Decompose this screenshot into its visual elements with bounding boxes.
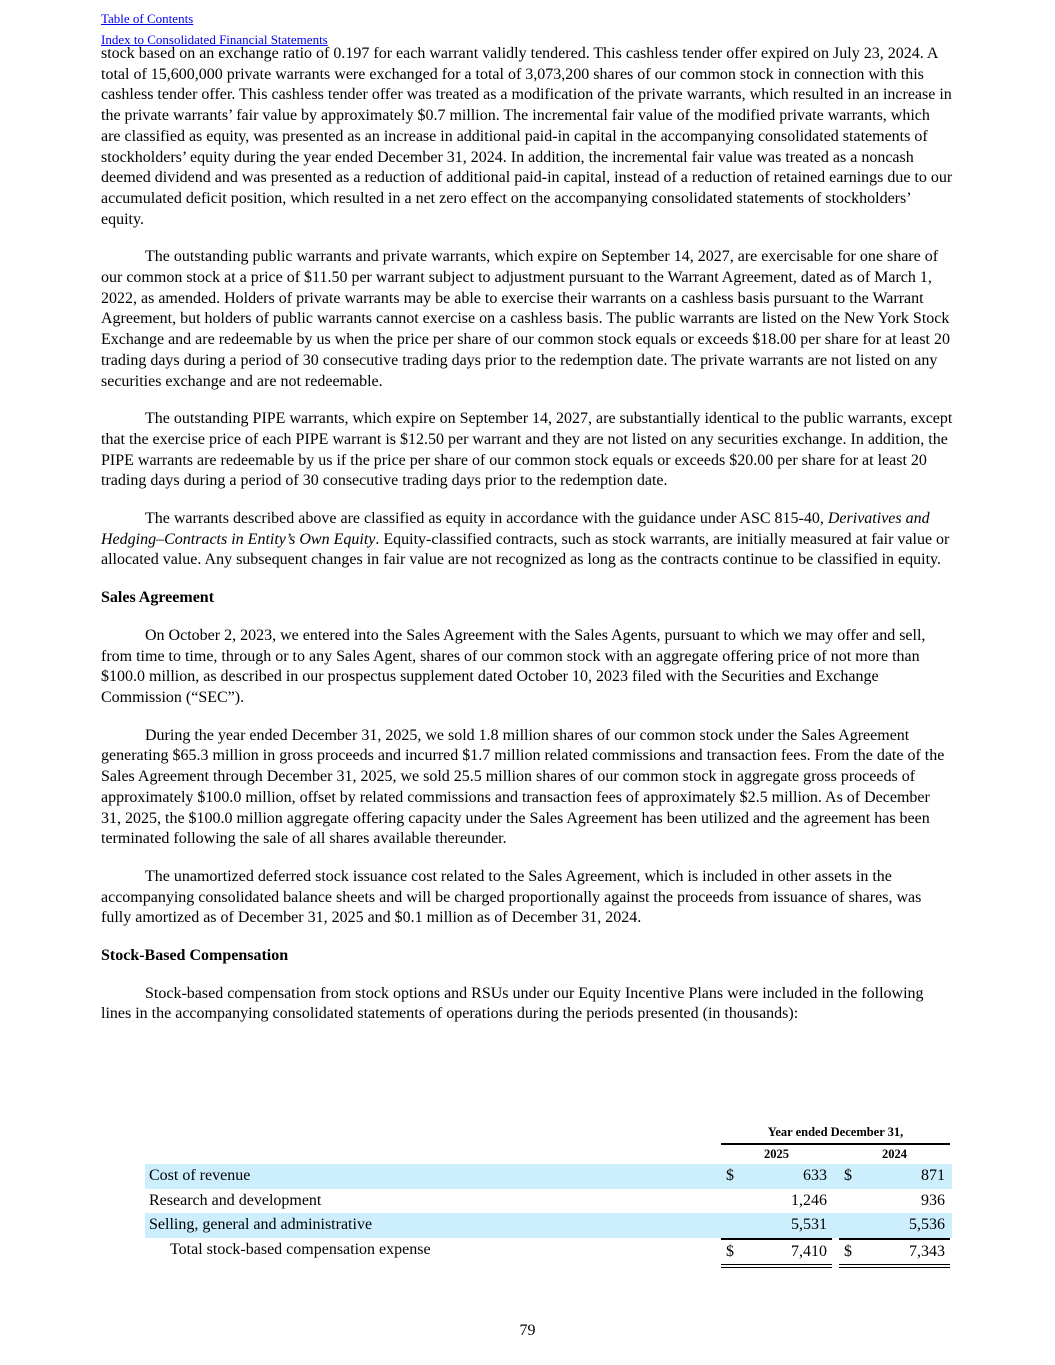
- section-heading-stock-based-compensation: Stock-Based Compensation: [101, 947, 289, 965]
- paragraph-sbc-intro: Stock-based compensation from stock options and RSUs under our Equity Incentive Plans were included in the following lines in the accompanying consolidated statements of operations during the periods presented (in thousands):: [101, 984, 924, 1023]
- table-row: [145, 1213, 952, 1238]
- total-2024: 7,343: [909, 1242, 945, 1260]
- row-label: Cost of revenue: [149, 1167, 251, 1184]
- currency-symbol: $: [726, 1242, 734, 1260]
- value-2025: 1,246: [791, 1191, 827, 1209]
- page-number: 79: [519, 1322, 536, 1339]
- paragraph-deferred-cost: The unamortized deferred stock issuance cost related to the Sales Agreement, which is included in other assets in the accompanying consolidated balance sheets and will be charged proportionally against the proceeds from issuance of shares, was fully amortized as of December 31, 2025 and $0.1 million as of December 31, 2024.: [101, 867, 922, 927]
- table-year-2024-header: 2024: [839, 1145, 950, 1166]
- paragraph-tender-offer: stock based on an exchange ratio of 0.197 for each warrant validly tendered. This cashless tender offer expired on July 23, 2024. A total of 15,600,000 private warrants were exchanged for a total of 3,073,200 shares of our common stock in connection with this cashless tender offer. This cashless tender offer was treated as a modification of the private warrants, which resulted in an increase in the private warrants’ fair value by approximately $0.7 million. The incremental fair value of the modified private warrants, which are classified as equity, was presented as an increase in additional paid-in capital in the accompanying consolidated statements of stockholders’ equity during the year ended December 31, 2024. In addition, the incremental fair value was treated as a noncash deemed dividend and was presented as a reduction of additional paid-in capital, instead of a reduction of retained earnings due to our accumulated deficit position, which resulted in a net zero effect on the accompanying consolidated statements of stockholders’ equity.: [101, 45, 953, 228]
- value-2024: 936: [921, 1191, 945, 1209]
- table-total-row: [145, 1238, 952, 1263]
- currency-symbol: $: [844, 1242, 852, 1260]
- italic-reference: Derivatives and Hedging–Contracts in Entity’s Own Equity: [101, 510, 930, 548]
- currency-symbol: $: [726, 1167, 734, 1184]
- index-financial-statements-link[interactable]: Index to Consolidated Financial Statements: [101, 32, 328, 47]
- paragraph-pipe-warrants: The outstanding PIPE warrants, which expire on September 14, 2027, are substantially identical to the public warrants, except that the exercise price of each PIPE warrant is $12.50 per warrant and they are not listed on any securities exchange. In addition, the PIPE warrants are redeemable by us if the price per share of our common stock equals or exceeds $20.00 per share for at least 20 trading days during a period of 30 consecutive trading days prior to the redemption date.: [101, 410, 953, 490]
- currency-symbol: $: [844, 1167, 852, 1184]
- text: The warrants described above are classified as equity in accordance with the guidance under ASC 815-40,: [145, 510, 828, 528]
- text: . Equity-classified contracts, such as stock warrants, are initially measured at fair value or allocated value. Any subsequent changes in fair value are not recognized as long as the contracts continue to be classified in equity.: [101, 530, 950, 569]
- table-row: [145, 1189, 952, 1214]
- paragraph-warrant-classification: [101, 509, 953, 571]
- section-heading-sales-agreement: Sales Agreement: [101, 589, 215, 607]
- total-2025: 7,410: [791, 1242, 827, 1260]
- table-of-contents-link[interactable]: Table of Contents: [101, 11, 194, 26]
- paragraph-public-private-warrants: The outstanding public warrants and private warrants, which expire on September 14, 2027, are exercisable for one share of our common stock at a price of $11.50 per warrant subject to adjustment pursuant to the Warrant Agreement, dated as of March 1, 2022, as amended. Holders of private warrants may be able to exercise their warrants on a cashless basis pursuant to the Warrant Agreement, but holders of public warrants cannot exercise on a cashless basis. The public warrants are listed on the New York Stock Exchange and are redeemable by us when the price per share of our common stock equals or exceeds $18.00 per share for at least 20 trading days during a period of 30 consecutive trading days prior to the redemption date. The private warrants are not listed on any securities exchange and are not redeemable.: [101, 248, 950, 390]
- value-2024: 5,536: [909, 1216, 945, 1233]
- paragraph-sales-agreement: On October 2, 2023, we entered into the Sales Agreement with the Sales Agents, pursuant to which we may offer and sell, from time to time, through or to any Sales Agent, shares of our common stock with an aggregate offering price of not more than $100.0 million, as described in our prospectus supplement dated October 10, 2023 filed with the Securities and Exchange Commission (“SEC”).: [101, 626, 926, 706]
- value-2025: 633: [803, 1167, 827, 1184]
- document-body: [101, 44, 953, 1042]
- paragraph-sales-activity: During the year ended December 31, 2025, we sold 1.8 million shares of our common stock under the Sales Agreement generating $65.3 million in gross proceeds and incurred $1.7 million related commissions and transaction fees. From the date of the Sales Agreement through December 31, 2025, we sold 25.5 million shares of our common stock in aggregate gross proceeds of approximately $100.0 million, offset by related commissions and transaction fees of approximately $2.5 million. As of December 31, 2025, the $100.0 million aggregate offering capacity under the Sales Agreement has been utilized and the agreement has been terminated following the sale of all shares available thereunder.: [101, 726, 945, 848]
- table-period-header: Year ended December 31,: [721, 1122, 950, 1145]
- row-label: Research and development: [149, 1191, 322, 1209]
- value-2024: 871: [921, 1167, 945, 1184]
- table-year-2025-header: 2025: [721, 1145, 832, 1166]
- total-label: Total stock-based compensation expense: [170, 1240, 431, 1258]
- value-2025: 5,531: [791, 1216, 827, 1233]
- table-row: [145, 1164, 952, 1189]
- row-label: Selling, general and administrative: [149, 1216, 373, 1233]
